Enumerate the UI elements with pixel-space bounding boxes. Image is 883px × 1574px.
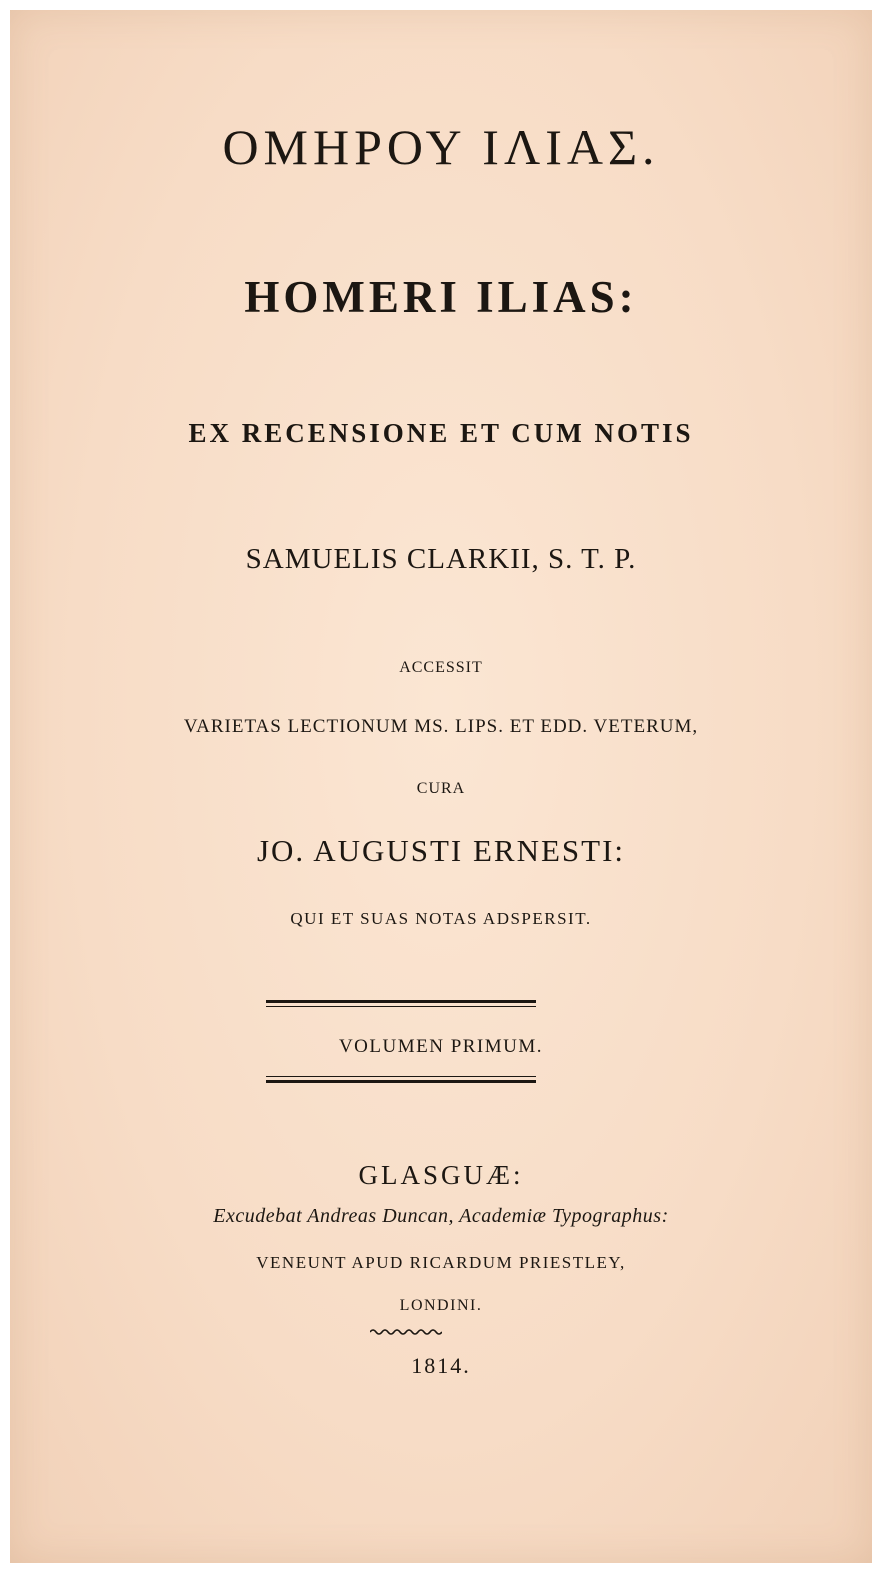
accessit-line: ACCESSIT [399, 659, 483, 676]
imprint-city: GLASGUÆ: [358, 1160, 524, 1190]
bottom-double-rule [266, 1076, 536, 1083]
title-page [10, 10, 872, 1563]
seller-line: VENEUNT APUD RICARDUM PRIESTLEY, [256, 1253, 626, 1272]
wavy-ornament-icon [370, 1328, 442, 1336]
sale-city: LONDINI. [399, 1297, 483, 1314]
volume-label: VOLUMEN PRIMUM. [338, 1036, 544, 1057]
cura-line: CURA [416, 780, 466, 797]
top-double-rule [266, 1000, 536, 1007]
editor-name: SAMUELIS CLARKII, S. T. P. [245, 543, 637, 575]
publication-year: 1814. [411, 1353, 471, 1378]
rule-thick [266, 1080, 536, 1083]
rule-thin [266, 1006, 536, 1007]
second-editor-name: JO. AUGUSTI ERNESTI: [256, 833, 626, 868]
rule-thin [266, 1076, 536, 1077]
varietas-line: VARIETAS LECTIONUM MS. LIPS. ET EDD. VETERUM, [183, 716, 699, 737]
ex-recensione-line: EX RECENSIONE ET CUM NOTIS [188, 418, 694, 448]
latin-title: HOMERI ILIAS: [244, 272, 638, 322]
qui-et-line: QUI ET SUAS NOTAS ADSPERSIT. [290, 909, 592, 928]
printer-line: Excudebat Andreas Duncan, Academiæ Typographus: [213, 1205, 669, 1227]
rule-thick [266, 1000, 536, 1003]
greek-title: ΟΜΗΡΟΥ ΙΛΙΑΣ. [222, 119, 660, 175]
